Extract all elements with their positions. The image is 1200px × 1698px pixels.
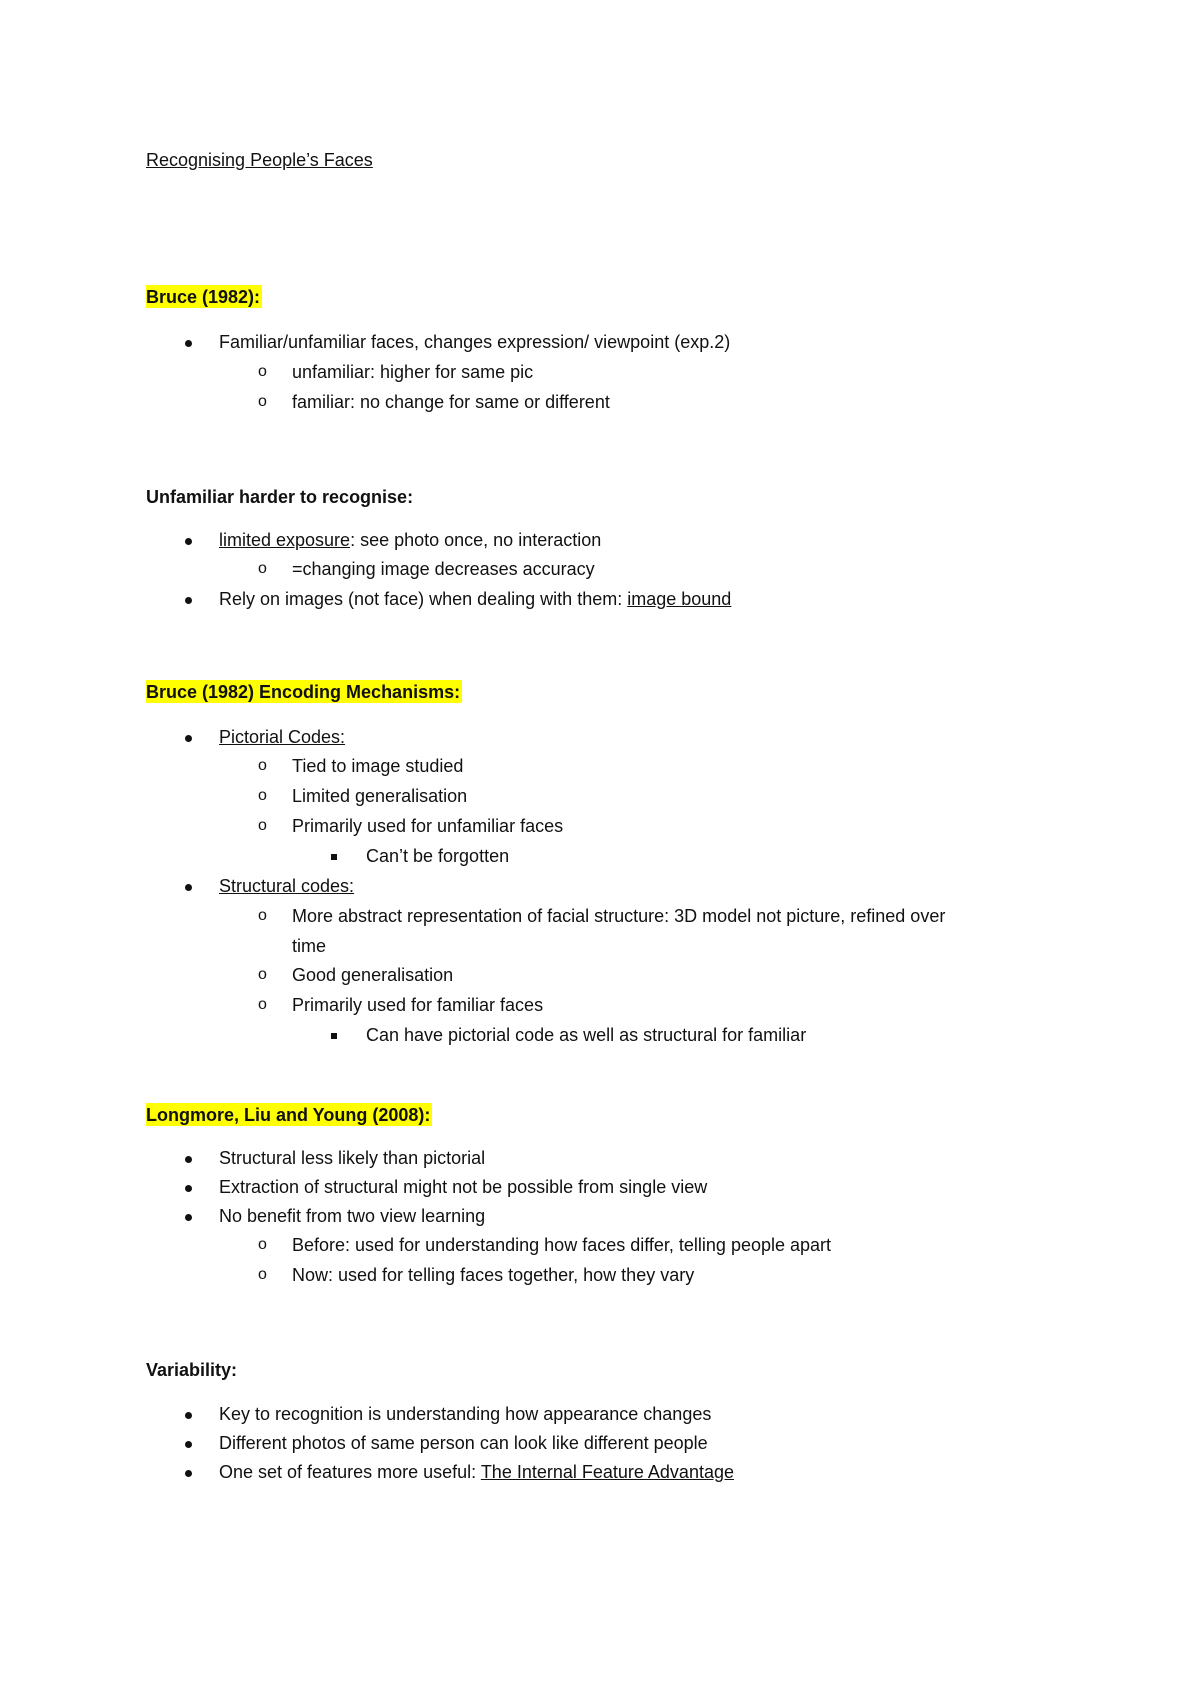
list-item: Different photos of same person can look like different people: [219, 1433, 708, 1453]
list-item: =changing image decreases accuracy: [292, 559, 595, 579]
item-text: : see photo once, no interaction: [350, 530, 602, 550]
bullet-dot: [185, 1402, 192, 1426]
bullet-circle: o: [258, 363, 267, 380]
list-item: Pictorial Codes:: [219, 727, 346, 747]
bullet-dot: [185, 725, 192, 749]
list-item-continuation: time: [292, 936, 327, 956]
bullet-dot: [185, 1146, 192, 1170]
list-item: Primarily used for unfamiliar faces: [292, 816, 564, 836]
bullet-circle: o: [258, 1266, 267, 1283]
list-item: Can’t be forgotten: [366, 846, 510, 866]
list-item: Extraction of structural might not be possible from single view: [219, 1177, 708, 1197]
list-item: [219, 1460, 734, 1484]
bullet-dot: [185, 1460, 192, 1484]
highlighted-heading: Bruce (1982):: [146, 287, 261, 307]
item-text: One set of features more useful:: [219, 1462, 481, 1482]
list-item: familiar: no change for same or different: [292, 392, 610, 412]
list-item: Tied to image studied: [292, 756, 464, 776]
bullet-dot: [185, 587, 192, 611]
list-item: Structural codes:: [219, 876, 355, 896]
section-heading-bruce-1982: [146, 285, 262, 309]
bullet-circle: o: [258, 393, 267, 410]
list-item: Before: used for understanding how faces differ, telling people apart: [292, 1235, 832, 1255]
bullet-dot: [185, 1175, 192, 1199]
item-text: Rely on images (not face) when dealing with them:: [219, 589, 628, 609]
bullet-circle: o: [258, 966, 267, 983]
bullet-circle: o: [258, 907, 267, 924]
section-heading-encoding: [146, 680, 462, 704]
list-item: Limited generalisation: [292, 786, 468, 806]
list-item: Structural less likely than pictorial: [219, 1148, 486, 1168]
bullet-circle: o: [258, 787, 267, 804]
section-heading-longmore: [146, 1103, 432, 1127]
list-item: Key to recognition is understanding how appearance changes: [219, 1404, 712, 1424]
bullet-dot: [185, 528, 192, 552]
bullet-square: [331, 1023, 337, 1047]
list-item: Primarily used for familiar faces: [292, 995, 544, 1015]
bullet-dot: [185, 330, 192, 354]
bullet-circle: o: [258, 817, 267, 834]
bullet-circle: o: [258, 757, 267, 774]
underlined-term: image bound: [627, 589, 732, 609]
bullet-square: [331, 844, 337, 868]
list-item: Can have pictorial code as well as structural for familiar: [366, 1025, 807, 1045]
underlined-term: The Internal Feature Advantage: [480, 1462, 734, 1482]
document-title: Recognising People’s Faces: [146, 150, 373, 170]
list-item: [219, 528, 601, 552]
list-item: More abstract representation of facial structure: 3D model not picture, refined over: [292, 906, 946, 926]
list-item: No benefit from two view learning: [219, 1206, 486, 1226]
bullet-dot: [185, 1431, 192, 1455]
list-item: unfamiliar: higher for same pic: [292, 362, 534, 382]
section-heading-variability: Variability:: [146, 1360, 238, 1380]
highlighted-heading: Bruce (1982) Encoding Mechanisms:: [146, 682, 461, 702]
list-item: Good generalisation: [292, 965, 454, 985]
section-heading-unfamiliar: Unfamiliar harder to recognise:: [146, 487, 414, 507]
bullet-dot: [185, 874, 192, 898]
bullet-circle: o: [258, 560, 267, 577]
list-item: Now: used for telling faces together, how they vary: [292, 1265, 695, 1285]
bullet-circle: o: [258, 996, 267, 1013]
list-item: Familiar/unfamiliar faces, changes expression/ viewpoint (exp.2): [219, 332, 731, 352]
list-item: [219, 587, 731, 611]
bullet-dot: [185, 1204, 192, 1228]
highlighted-heading: Longmore, Liu and Young (2008):: [146, 1105, 431, 1125]
underlined-term: limited exposure: [219, 530, 351, 550]
bullet-circle: o: [258, 1236, 267, 1253]
